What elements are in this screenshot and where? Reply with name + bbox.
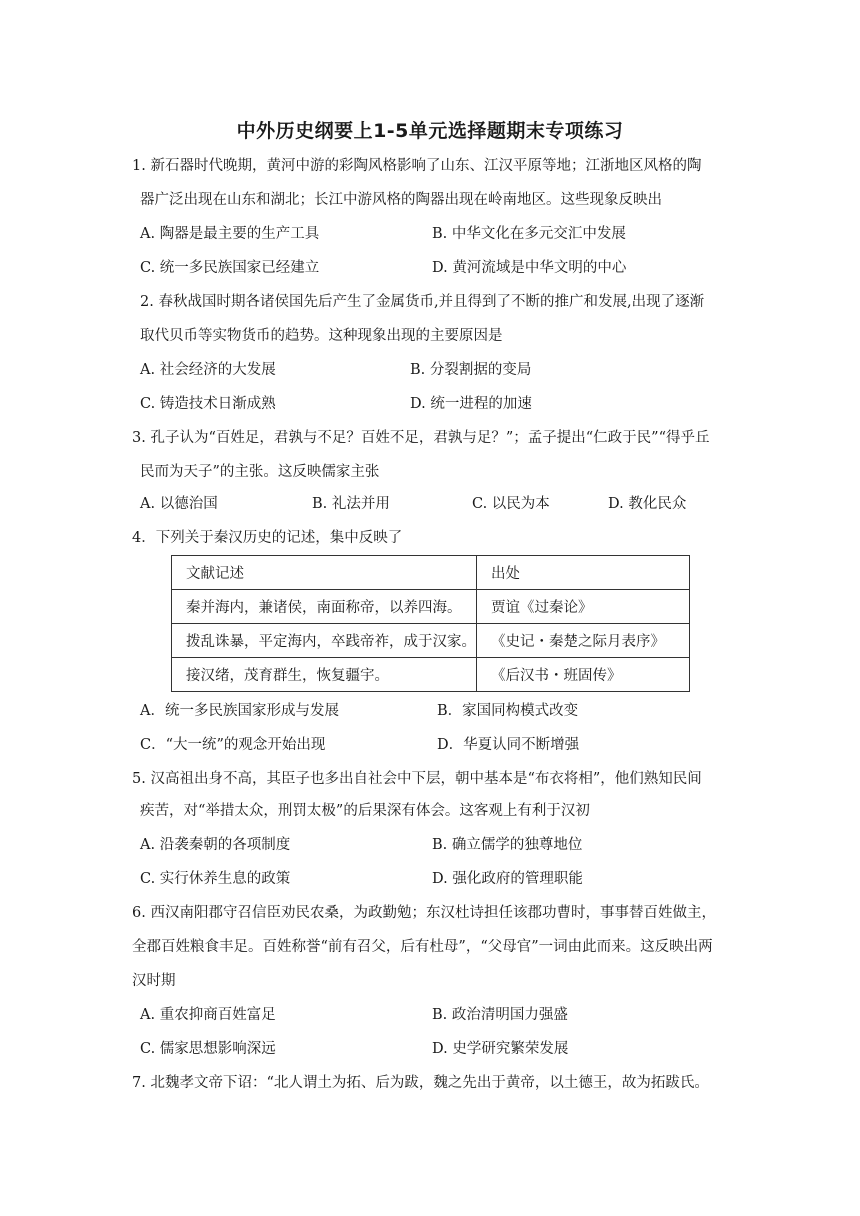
option-b: B. 礼法并用 [312, 496, 390, 512]
table-header-row [172, 556, 690, 590]
option-a: A．统一多民族国家形成与发展 [140, 703, 339, 719]
option-c: C. 以民为本 [472, 496, 550, 512]
table-row [172, 658, 690, 692]
question-text: 5. 汉高祖出身不高，其臣子也多出自社会中下层，朝中基本是“布衣将相”，他们熟知民间 [132, 771, 702, 787]
table-header-cell: 出处 [477, 556, 690, 590]
option-b: B. 中华文化在多元交汇中发展 [432, 226, 626, 242]
question-text: 4．下列关于秦汉历史的记述，集中反映了 [132, 530, 403, 546]
question-text: 2. 春秋战国时期各诸侯国先后产生了金属货币,并且得到了不断的推广和发展,出现了逐渐 [140, 294, 705, 310]
table-cell: 秦并海内，兼诸侯，南面称帝，以养四海。 [172, 590, 477, 624]
table-cell: 拨乱诛暴，平定海内，卒践帝祚，成于汉家。 [172, 624, 477, 658]
question-text: 全郡百姓粮食丰足。百姓称誉“前有召父，后有杜母”，“父母官”一词由此而来。这反映出两 [132, 939, 713, 955]
option-a: A. 以德治国 [140, 496, 218, 512]
option-d: D. 强化政府的管理职能 [432, 871, 583, 887]
page-title: 中外历史纲要上1-5单元选择题期末专项练习 [236, 120, 624, 142]
table-cell: 《史记・秦楚之际月表序》 [477, 624, 690, 658]
option-c: C. 统一多民族国家已经建立 [140, 260, 320, 276]
option-a: A. 陶器是最主要的生产工具 [140, 226, 320, 242]
option-b: B．家国同构模式改变 [437, 703, 579, 719]
option-b: B. 分裂割据的变局 [410, 362, 532, 378]
table-cell: 接汉绪，茂育群生，恢复疆宇。 [172, 658, 477, 692]
table-header-cell: 文献记述 [172, 556, 477, 590]
question-text: 1. 新石器时代晚期，黄河中游的彩陶风格影响了山东、江汉平原等地；江浙地区风格的陶 [132, 158, 702, 174]
option-d: D．华夏认同不断增强 [437, 737, 580, 753]
question-text: 6. 西汉南阳郡守召信臣劝民农桑，为政勤勉；东汉杜诗担任该郡功曹时，事事替百姓做主， [132, 905, 716, 921]
option-a: A. 社会经济的大发展 [140, 362, 276, 378]
option-d: D. 史学研究繁荣发展 [432, 1041, 569, 1057]
question-text: 汉时期 [132, 973, 176, 989]
question-text: 疾苦，对“举措太众，刑罚太极”的后果深有体会。这客观上有利于汉初 [140, 803, 590, 819]
question-text: 3. 孔子认为“百姓足，君孰与不足？百姓不足，君孰与足？”；孟子提出“仁政于民”“得乎丘 [132, 430, 710, 446]
option-c: C. 铸造技术日渐成熟 [140, 396, 276, 412]
table-cell: 贾谊《过秦论》 [477, 590, 690, 624]
option-a: A. 沿袭秦朝的各项制度 [140, 837, 291, 853]
option-c: C. 实行休养生息的政策 [140, 871, 291, 887]
option-a: A. 重农抑商百姓富足 [140, 1007, 276, 1023]
question-text: 民而为天子”的主张。这反映儒家主张 [140, 464, 380, 480]
option-d: D. 统一进程的加速 [410, 396, 532, 412]
source-table [171, 555, 690, 692]
option-d: D. 黄河流域是中华文明的中心 [432, 260, 627, 276]
option-b: B. 确立儒学的独尊地位 [432, 837, 583, 853]
option-b: B. 政治清明国力强盛 [432, 1007, 568, 1023]
question-text: 7. 北魏孝文帝下诏：“北人谓土为拓、后为跋，魏之先出于黄帝，以土德王，故为拓跋氏。 [132, 1075, 709, 1091]
option-c: C．“大一统”的观念开始出现 [140, 737, 326, 753]
table-cell: 《后汉书・班固传》 [477, 658, 690, 692]
question-text: 器广泛出现在山东和湖北；长江中游风格的陶器出现在岭南地区。这些现象反映出 [140, 192, 662, 208]
option-d: D. 教化民众 [608, 496, 687, 512]
table-row [172, 590, 690, 624]
option-c: C. 儒家思想影响深远 [140, 1041, 276, 1057]
question-text: 取代贝币等实物货币的趋势。这种现象出现的主要原因是 [140, 328, 503, 344]
table-row [172, 624, 690, 658]
